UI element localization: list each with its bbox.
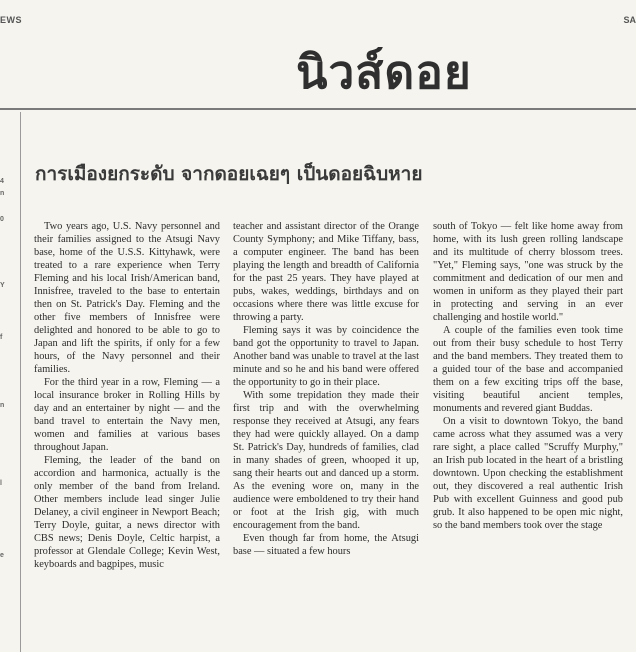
paragraph: teacher and assistant director of the Orange County Symphony; and Mike Tiffany, bass, a computer engineer. The band has been playing the length and breadth of California for the past 25 years. They have played at pubs, wakes, weddings, birthdays and on occasions where there was little excuse for throwing a party.	[233, 221, 419, 323]
paragraph: south of Tokyo — felt like home away from home, with its lush green rolling landscape and its multitude of cherry blossom trees. "Yet," Fleming says, "one was struck by the commitment and dedication of our men and women in uniform as they played their part in protecting and serving in an ever challenging and hostile world."	[433, 221, 623, 323]
paragraph: Two years ago, U.S. Navy personnel and their families assigned to the Atsugi Navy base, home of the U.S.S. Kittyhawk, were treated to a rare experience when Terry Fleming and his local Irish/American band, Innisfree, traveled to the base to entertain then on St. Patrick's Day. Fleming and the other five members of Innisfree were delighted and honored to be able to go to Japan and lift the spirits, if only for a few hours, of the Navy personnel and their families.	[34, 221, 220, 375]
fragment-char: n	[0, 190, 5, 197]
fragment-char: e	[0, 552, 4, 559]
paragraph: A couple of the families even took time out from their busy schedule to host Terry and the band members. They treated them to a guided tour of the base and accompanied them on a few exciting trips off the base, visiting beautiful ancient temples, monuments and revered giant Buddas.	[433, 325, 623, 414]
fragment-char: f	[0, 334, 3, 341]
paragraph: On a visit to downtown Tokyo, the band came across what they assumed was a very rare sight, a place called "Scruffy Murphy," an Irish pub located in the heart of a bristling downtown. Upon checking the establishment out, they discovered a real authentic Irish Pub with excellent Guinness and good pub grub. It also happened to be open mic night, so the band members took over the stage	[433, 416, 623, 531]
paragraph: Fleming, the leader of the band on accordion and harmonica, actually is the only member of the band from Ireland. Other members include lead singer Julie Delaney, a civil engineer in Newport Beach; Terry Doyle, guitar, a news director with CBS news; Denis Doyle, Celtic harpist, a professor at Glendale College; Kevin West, keyboards and bagpipes, music	[34, 455, 220, 570]
masthead-rule	[0, 108, 636, 110]
article-column-2	[233, 220, 419, 558]
article-headline: การเมืองยกระดับ จากดอยเฉยๆ เป็นดอยฉิบหาย	[35, 163, 423, 185]
paragraph: With some trepidation they made their first trip and with the overwhelming response they received at Atsugi, any fears they had were quickly allayed. On a damp St. Patrick's Day, hundreds of families, clad in many shades of green, whooped it up, sang their hearts out and danced up a storm. As the evening wore on, many in the audience were emboldened to try their hand or foot at the Irish gig, with much encouragement from the band.	[233, 390, 419, 531]
paragraph: Even though far from home, the Atsugi base — situated a few hours	[233, 533, 419, 557]
masthead-title: นิวส์ดอย	[296, 45, 472, 99]
fragment-char: 4	[0, 178, 4, 185]
paragraph: Fleming says it was by coincidence the band got the opportunity to travel to Japan. Another band was unable to travel at the last minute and so he and his band were offered the opportunity to go in their place.	[233, 325, 419, 388]
section-label-left: EWS	[0, 15, 23, 25]
section-label-right: SA	[623, 15, 636, 25]
fragment-char: n	[0, 402, 5, 409]
article-column-3	[433, 220, 623, 532]
column-divider	[20, 112, 21, 652]
fragment-char: 0	[0, 216, 4, 223]
fragment-char: Y	[0, 282, 5, 289]
fragment-char: l	[0, 480, 2, 487]
paragraph: For the third year in a row, Fleming — a local insurance broker in Rolling Hills by day and an entertainer by night — and the band travel to entertain the Navy men, women and families at various bases throughout Japan.	[34, 377, 220, 453]
article-column-1	[34, 220, 220, 571]
adjacent-column-fragment	[0, 112, 12, 652]
